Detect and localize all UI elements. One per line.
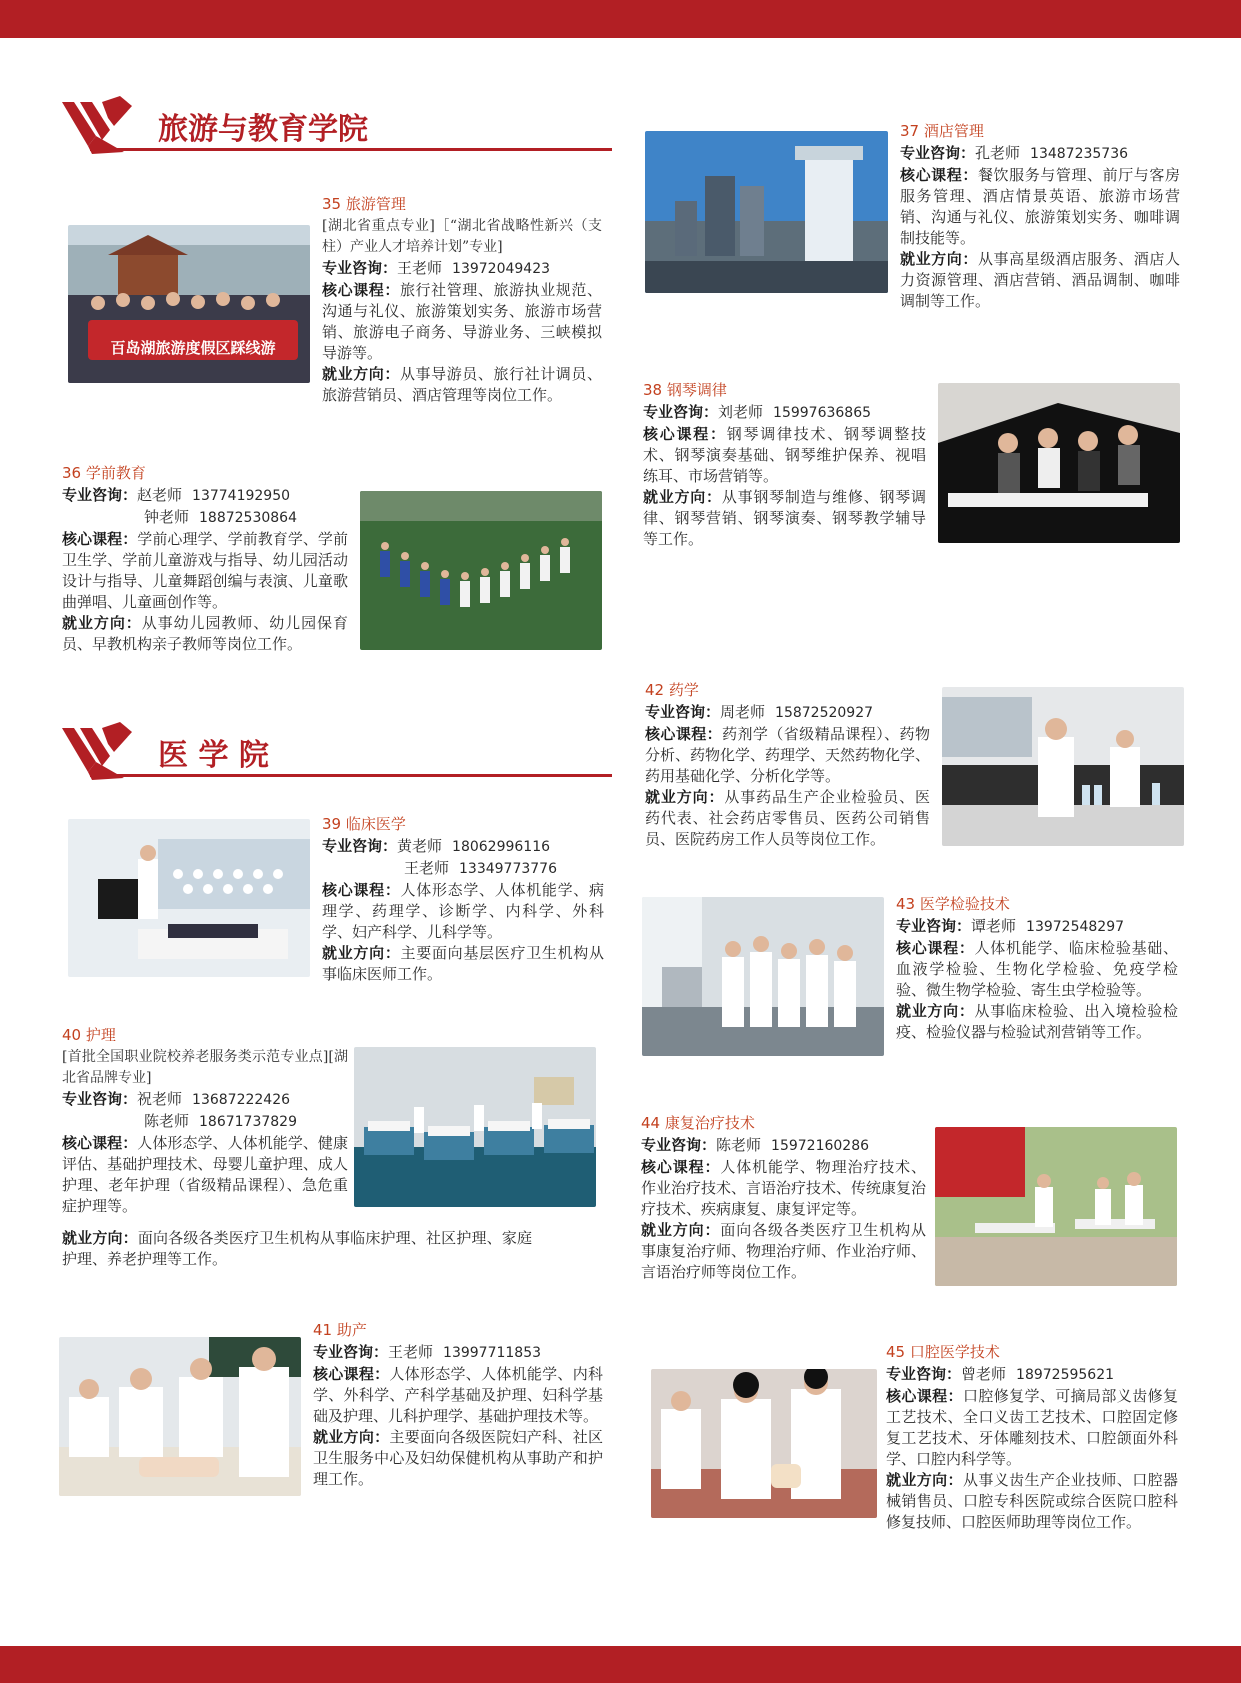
courses-text: 人体形态学、人体机能学、健康评估、基础护理技术、母婴儿童护理、成人护理、老年护理（省级精品课程）、急危重症护理等。: [62, 1134, 348, 1215]
contact-name: 祝老师: [137, 1090, 183, 1108]
courses-label: 核心课程：: [322, 881, 401, 899]
hotel-photo: [645, 131, 888, 293]
consult-label: 专业咨询：: [322, 259, 398, 277]
career-text: 从事临床检验、出入境检验检疫、检验仪器与检验试剂营销等工作。: [896, 1002, 1178, 1041]
program-40: [62, 1025, 348, 1217]
contact-phone: 15872520927: [775, 705, 874, 721]
contact-name: 谭老师: [971, 917, 1017, 935]
career-text: 面向各级各类医疗卫生机构从事康复治疗师、物理治疗师、作业治疗师、言语治疗师等岗位工作。: [641, 1221, 927, 1281]
career-label: 就业方向：: [313, 1428, 390, 1446]
consult-label: 专业咨询：: [322, 837, 398, 855]
courses-label: 核心课程：: [62, 1134, 138, 1152]
courses-text: 旅行社管理、旅游执业规范、沟通与礼仪、旅游策划实务、旅游市场营销、旅游电子商务、导游业务、三峡模拟导游等。: [322, 281, 602, 362]
pharmacy-lab-photo: [942, 687, 1184, 846]
courses-text: 人体形态学、人体机能学、内科学、外科学、产科学基础及护理、妇科学基础及护理、儿科护理学、基础护理技术等。: [313, 1365, 603, 1425]
program-43: [896, 894, 1178, 1043]
courses-label: 核心课程：: [313, 1365, 390, 1383]
contact-phone: 18671737829: [199, 1114, 297, 1130]
courses-label: 核心课程：: [900, 166, 978, 184]
consult-label: 专业咨询：: [900, 144, 976, 162]
consult-label: 专业咨询：: [62, 1090, 138, 1108]
career-text: 主要面向各级医院妇产科、社区卫生服务中心及妇幼保健机构从事助产和护理工作。: [313, 1428, 603, 1488]
contact-name: 王老师: [388, 1343, 434, 1361]
courses-row: [322, 280, 602, 364]
career-text: 面向各级各类医疗卫生机构从事临床护理、社区护理、家庭护理、养老护理等工作。: [62, 1229, 532, 1268]
courses-label: 核心课程：: [322, 281, 400, 299]
contact-phone: 13972049423: [452, 261, 551, 277]
contact-name: 曾老师: [961, 1365, 1007, 1383]
consult-label: 专业咨询：: [896, 917, 972, 935]
program-36: [62, 463, 348, 655]
piano-photo: [938, 383, 1180, 543]
top-band: [0, 0, 1241, 38]
courses-label: 核心课程：: [896, 939, 975, 957]
college-logo-icon: [62, 722, 134, 780]
program-title: 40 护理: [62, 1026, 116, 1044]
contact-phone: 15997636865: [773, 405, 872, 421]
program-41: [313, 1320, 603, 1490]
courses-text: 餐饮服务与管理、前厅与客房服务管理、酒店情景英语、旅游市场营销、沟通与礼仪、旅游策划实务、咖啡调制技能等。: [900, 166, 1180, 247]
career-text: 从事幼儿园教师、幼儿园保育员、早教机构亲子教师等岗位工作。: [62, 614, 348, 653]
program-38: [643, 380, 926, 550]
college-logo-icon: [62, 96, 134, 154]
career-label: 就业方向：: [886, 1471, 963, 1489]
courses-label: 核心课程：: [643, 425, 727, 443]
career-label: 就业方向：: [645, 788, 725, 806]
program-37: [900, 121, 1180, 312]
career-label: 就业方向：: [643, 488, 722, 506]
contact-phone: 18972595621: [1016, 1367, 1115, 1383]
section-title: 医 学 院: [158, 738, 269, 773]
contact-name: 黄老师: [397, 837, 443, 855]
consult-label: 专业咨询：: [62, 486, 138, 504]
rehab-therapy-photo: [935, 1127, 1177, 1286]
career-label: 就业方向：: [641, 1221, 721, 1239]
contact-name: 陈老师: [716, 1136, 762, 1154]
contact-name: 赵老师: [137, 486, 183, 504]
career-text: 从事义齿生产企业技师、口腔器械销售员、口腔专科医院或综合医院口腔科修复技师、口腔医师助理等岗位工作。: [886, 1471, 1178, 1531]
program-title: 36 学前教育: [62, 464, 146, 482]
tourism-group-photo: [68, 225, 310, 383]
contact-phone: 18872530864: [199, 510, 297, 526]
section-title: 旅游与教育学院: [158, 112, 368, 147]
dance-photo: [360, 491, 602, 650]
midwifery-photo: [59, 1337, 301, 1496]
program-title: 35 旅游管理: [322, 195, 406, 213]
bottom-band: [0, 1646, 1241, 1683]
program-note: [首批全国职业院校养老服务类示范专业点][湖北省品牌专业]: [62, 1049, 348, 1086]
courses-label: 核心课程：: [641, 1158, 721, 1176]
contact-name: 孔老师: [975, 144, 1021, 162]
lab-testing-photo: [642, 897, 884, 1056]
career-label: 就业方向：: [896, 1002, 975, 1020]
courses-label: 核心课程：: [62, 530, 138, 548]
dental-photo: [651, 1369, 877, 1518]
consult-label: 专业咨询：: [886, 1365, 962, 1383]
career-row: [322, 364, 602, 406]
career-label: 就业方向：: [322, 365, 400, 383]
program-42: [645, 680, 930, 850]
photo-banner-text: 百岛湖旅游度假区踩线游: [110, 339, 276, 357]
courses-text: 药剂学（省级精品课程）、药物分析、药物化学、药理学、天然药物化学、药用基础化学、分析化学等。: [645, 725, 931, 785]
career-text: 从事钢琴制造与维修、钢琴调律、钢琴营销、钢琴演奏、钢琴教学辅导等工作。: [643, 488, 926, 548]
contact-phone: 13687222426: [192, 1092, 291, 1108]
career-text: 从事药品生产企业检验员、医药代表、社会药店零售员、医药公司销售员、医院药房工作人员等岗位工作。: [645, 788, 930, 848]
courses-text: 学前心理学、学前教育学、学前卫生学、学前儿童游戏与指导、幼儿园活动设计与指导、儿童舞蹈创编与表演、儿童歌曲弹唱、儿童画创作等。: [62, 530, 348, 611]
career-label: 就业方向：: [62, 614, 142, 632]
contact-name: 王老师: [404, 859, 450, 877]
clinical-classroom-photo: [68, 819, 310, 977]
program-title: 45 口腔医学技术: [886, 1343, 1000, 1361]
contact-name: 周老师: [720, 703, 766, 721]
consult-label: 专业咨询：: [643, 403, 719, 421]
program-35: [322, 194, 602, 406]
career-label: 就业方向：: [900, 250, 978, 268]
contact-phone: 13487235736: [1030, 146, 1129, 162]
contact-phone: 13997711853: [443, 1345, 542, 1361]
consult-label: 专业咨询：: [313, 1343, 389, 1361]
consult-label: 专业咨询：: [645, 703, 721, 721]
section-rule: [90, 148, 612, 151]
contact-phone: 13774192950: [192, 488, 291, 504]
program-title: 41 助产: [313, 1321, 367, 1339]
courses-label: 核心课程：: [886, 1387, 963, 1405]
courses-label: 核心课程：: [645, 725, 723, 743]
courses-text: 口腔修复学、可摘局部义齿修复工艺技术、全口义齿工艺技术、口腔固定修复工艺技术、牙体雕刻技术、口腔颌面外科学、口腔内科学等。: [886, 1387, 1178, 1468]
program-44: [641, 1113, 926, 1283]
consult-label: 专业咨询：: [641, 1136, 717, 1154]
consult-row: [322, 258, 602, 280]
section-rule: [90, 774, 612, 777]
career-label: 就业方向：: [322, 944, 401, 962]
contact-phone: 13972548297: [1026, 919, 1125, 935]
contact-phone: 15972160286: [771, 1138, 870, 1154]
career-text: 从事导游员、旅行社计调员、旅游营销员、酒店管理等岗位工作。: [322, 365, 602, 404]
program-note: [湖北省重点专业]［“湖北省战略性新兴（支柱）产业人才培养计划”专业]: [322, 218, 602, 255]
contact-name: 刘老师: [718, 403, 764, 421]
section-header-medical: [62, 722, 612, 792]
contact-name: 钟老师: [144, 508, 190, 526]
courses-text: 人体形态学、人体机能学、病理学、药理学、诊断学、内科学、外科学、妇产科学、儿科学等。: [322, 881, 604, 941]
program-45: [886, 1342, 1178, 1533]
program-title: 39 临床医学: [322, 815, 406, 833]
contact-name: 王老师: [397, 259, 443, 277]
contact-name: 陈老师: [144, 1112, 190, 1130]
contact-phone: 13349773776: [459, 861, 557, 877]
program-title: 42 药学: [645, 681, 699, 699]
career-text: 主要面向基层医疗卫生机构从事临床医师工作。: [322, 944, 604, 983]
program-title: 38 钢琴调律: [643, 381, 727, 399]
contact-phone: 18062996116: [452, 839, 551, 855]
nursing-ward-photo: [354, 1047, 596, 1207]
program-title: 37 酒店管理: [900, 122, 984, 140]
section-header-tourism: [62, 96, 612, 166]
career-label: 就业方向：: [62, 1229, 138, 1247]
program-title: 44 康复治疗技术: [641, 1114, 755, 1132]
courses-text: 人体机能学、临床检验基础、血液学检验、生物化学检验、免疫学检验、微生物学检验、寄生虫学检验等。: [896, 939, 1178, 999]
courses-text: 人体机能学、物理治疗技术、作业治疗技术、言语治疗技术、传统康复治疗技术、疾病康复、康复评定等。: [641, 1158, 927, 1218]
program-39: [322, 814, 604, 985]
career-text: 从事高星级酒店服务、酒店人力资源管理、酒店营销、酒品调制、咖啡调制等工作。: [900, 250, 1180, 310]
courses-text: 钢琴调律技术、钢琴调整技术、钢琴演奏基础、钢琴维护保养、视唱练耳、市场营销等。: [643, 425, 926, 485]
program-title: 43 医学检验技术: [896, 895, 1010, 913]
program-40-career: [62, 1228, 532, 1270]
